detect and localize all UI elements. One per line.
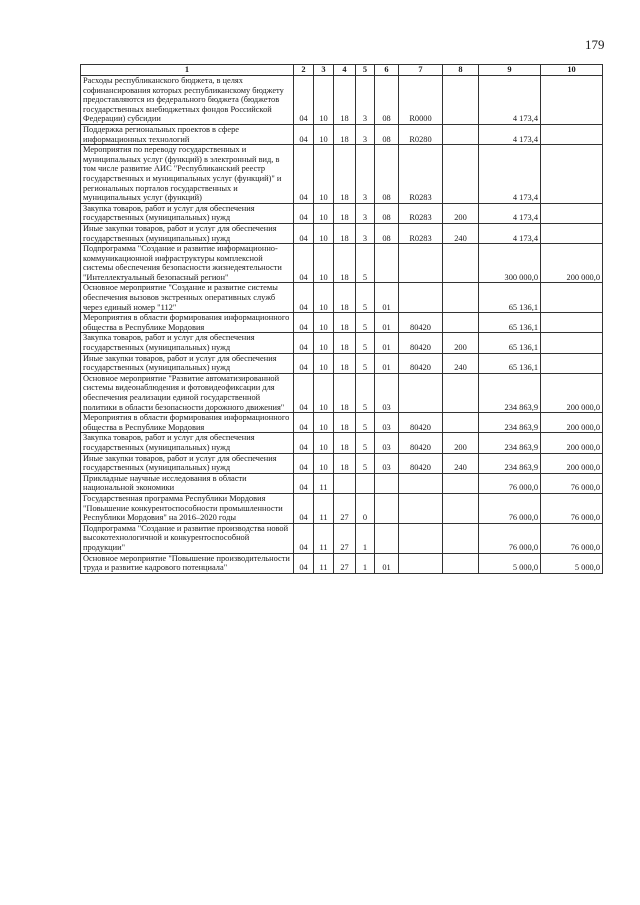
subsection-code-cell: 10 bbox=[314, 145, 334, 204]
event-code-cell: 08 bbox=[375, 145, 399, 204]
event-code-cell: 08 bbox=[375, 203, 399, 223]
direction-code-cell bbox=[399, 553, 443, 573]
section-code-cell: 04 bbox=[294, 453, 314, 473]
amount-2019-cell: 234 863,9 bbox=[479, 373, 541, 412]
section-code-cell: 04 bbox=[294, 145, 314, 204]
table-row bbox=[81, 124, 603, 144]
amount-2019-cell: 76 000,0 bbox=[479, 493, 541, 523]
section-code-cell: 04 bbox=[294, 313, 314, 333]
amount-2020-cell: 5 000,0 bbox=[541, 553, 603, 573]
amount-2020-cell bbox=[541, 203, 603, 223]
subsection-code-cell: 11 bbox=[314, 523, 334, 553]
column-header-8: 8 bbox=[443, 65, 479, 76]
section-code-cell: 04 bbox=[294, 353, 314, 373]
amount-2019-cell: 65 136,1 bbox=[479, 313, 541, 333]
section-code-cell: 04 bbox=[294, 413, 314, 433]
event-code-cell bbox=[375, 523, 399, 553]
expense-type-code-cell: 200 bbox=[443, 203, 479, 223]
row-name-cell: Основное мероприятие "Повышение производительности труда и развитие кадрового потенциала" bbox=[81, 553, 294, 573]
direction-code-cell bbox=[399, 373, 443, 412]
direction-code-cell: R0000 bbox=[399, 76, 443, 125]
program-code-cell: 27 bbox=[334, 553, 356, 573]
subsection-code-cell: 10 bbox=[314, 223, 334, 243]
direction-code-cell: 80420 bbox=[399, 413, 443, 433]
program-code-cell: 18 bbox=[334, 76, 356, 125]
direction-code-cell bbox=[399, 244, 443, 283]
row-name-cell: Закупка товаров, работ и услуг для обеспечения государственных (муниципальных) нужд bbox=[81, 203, 294, 223]
amount-2019-cell: 234 863,9 bbox=[479, 453, 541, 473]
row-name-cell: Мероприятия по переводу государственных и муниципальных услуг (функций) в электронный вид, в том числе развитие АИС "Республиканский реестр государственных и муниципальных услуг (функций)" и региональных порталов государственных и муниципальных услуг (функций) bbox=[81, 145, 294, 204]
row-name-cell: Иные закупки товаров, работ и услуг для обеспечения государственных (муниципальных) нужд bbox=[81, 453, 294, 473]
event-code-cell: 03 bbox=[375, 413, 399, 433]
amount-2020-cell bbox=[541, 76, 603, 125]
event-code-cell: 01 bbox=[375, 333, 399, 353]
table-row bbox=[81, 453, 603, 473]
event-code-cell: 08 bbox=[375, 124, 399, 144]
subsection-code-cell: 11 bbox=[314, 473, 334, 493]
row-name-cell: Мероприятия в области формирования информационного общества в Республике Мордовия bbox=[81, 313, 294, 333]
table-row bbox=[81, 203, 603, 223]
expense-type-code-cell bbox=[443, 523, 479, 553]
direction-code-cell: 80420 bbox=[399, 353, 443, 373]
row-name-cell: Основное мероприятие "Развитие автоматизированной системы видеонаблюдения и фотовидеофиксации для обеспечения реализации единой государственной политики в области безопасности дорожного движения" bbox=[81, 373, 294, 412]
amount-2020-cell: 200 000,0 bbox=[541, 373, 603, 412]
section-code-cell: 04 bbox=[294, 523, 314, 553]
subsection-code-cell: 10 bbox=[314, 244, 334, 283]
table-row bbox=[81, 553, 603, 573]
row-name-cell: Государственная программа Республики Мордовия "Повышение конкурентоспособности промышленности Республики Мордовия" на 2016–2020 годы bbox=[81, 493, 294, 523]
section-code-cell: 04 bbox=[294, 493, 314, 523]
program-code-cell: 27 bbox=[334, 493, 356, 523]
amount-2019-cell: 4 173,4 bbox=[479, 76, 541, 125]
subsection-code-cell: 10 bbox=[314, 453, 334, 473]
expense-type-code-cell bbox=[443, 373, 479, 412]
column-header-4: 4 bbox=[334, 65, 356, 76]
row-name-cell: Основное мероприятие "Создание и развитие системы обеспечения вызовов экстренных оперативных служб через единый номер "112" bbox=[81, 283, 294, 313]
amount-2020-cell bbox=[541, 353, 603, 373]
expense-type-code-cell bbox=[443, 76, 479, 125]
amount-2019-cell: 76 000,0 bbox=[479, 473, 541, 493]
amount-2020-cell: 200 000,0 bbox=[541, 413, 603, 433]
section-code-cell: 04 bbox=[294, 553, 314, 573]
column-header-5: 5 bbox=[356, 65, 375, 76]
event-code-cell: 01 bbox=[375, 313, 399, 333]
section-code-cell: 04 bbox=[294, 244, 314, 283]
subprogram-code-cell: 0 bbox=[356, 493, 375, 523]
program-code-cell: 18 bbox=[334, 313, 356, 333]
event-code-cell bbox=[375, 244, 399, 283]
direction-code-cell: R0280 bbox=[399, 124, 443, 144]
table-row bbox=[81, 223, 603, 243]
program-code-cell: 18 bbox=[334, 223, 356, 243]
column-header-9: 9 bbox=[479, 65, 541, 76]
subsection-code-cell: 10 bbox=[314, 124, 334, 144]
direction-code-cell bbox=[399, 493, 443, 523]
subsection-code-cell: 10 bbox=[314, 433, 334, 453]
table-row bbox=[81, 244, 603, 283]
amount-2019-cell: 4 173,4 bbox=[479, 223, 541, 243]
amount-2019-cell: 5 000,0 bbox=[479, 553, 541, 573]
expense-type-code-cell bbox=[443, 413, 479, 433]
direction-code-cell: 80420 bbox=[399, 313, 443, 333]
expense-type-code-cell: 200 bbox=[443, 433, 479, 453]
section-code-cell: 04 bbox=[294, 124, 314, 144]
program-code-cell: 18 bbox=[334, 453, 356, 473]
program-code-cell: 18 bbox=[334, 203, 356, 223]
row-name-cell: Поддержка региональных проектов в сфере информационных технологий bbox=[81, 124, 294, 144]
amount-2020-cell: 76 000,0 bbox=[541, 493, 603, 523]
program-code-cell: 27 bbox=[334, 523, 356, 553]
subsection-code-cell: 10 bbox=[314, 413, 334, 433]
subprogram-code-cell: 5 bbox=[356, 433, 375, 453]
subsection-code-cell: 10 bbox=[314, 313, 334, 333]
row-name-cell: Прикладные научные исследования в области национальной экономики bbox=[81, 473, 294, 493]
program-code-cell: 18 bbox=[334, 373, 356, 412]
amount-2020-cell: 200 000,0 bbox=[541, 453, 603, 473]
header-row bbox=[81, 65, 603, 76]
direction-code-cell: 80420 bbox=[399, 453, 443, 473]
table-row bbox=[81, 145, 603, 204]
subsection-code-cell: 10 bbox=[314, 373, 334, 412]
expense-type-code-cell: 240 bbox=[443, 453, 479, 473]
amount-2020-cell bbox=[541, 283, 603, 313]
section-code-cell: 04 bbox=[294, 333, 314, 353]
table-row bbox=[81, 283, 603, 313]
amount-2020-cell bbox=[541, 124, 603, 144]
section-code-cell: 04 bbox=[294, 373, 314, 412]
expense-type-code-cell bbox=[443, 244, 479, 283]
subprogram-code-cell: 5 bbox=[356, 453, 375, 473]
expense-type-code-cell: 240 bbox=[443, 353, 479, 373]
amount-2019-cell: 76 000,0 bbox=[479, 523, 541, 553]
section-code-cell: 04 bbox=[294, 223, 314, 243]
event-code-cell: 03 bbox=[375, 453, 399, 473]
expense-type-code-cell bbox=[443, 283, 479, 313]
section-code-cell: 04 bbox=[294, 283, 314, 313]
subprogram-code-cell: 5 bbox=[356, 413, 375, 433]
subprogram-code-cell: 5 bbox=[356, 244, 375, 283]
subprogram-code-cell bbox=[356, 473, 375, 493]
table-row bbox=[81, 433, 603, 453]
direction-code-cell: R0283 bbox=[399, 203, 443, 223]
program-code-cell: 18 bbox=[334, 145, 356, 204]
expense-type-code-cell bbox=[443, 493, 479, 523]
subprogram-code-cell: 3 bbox=[356, 223, 375, 243]
direction-code-cell bbox=[399, 473, 443, 493]
row-name-cell: Иные закупки товаров, работ и услуг для обеспечения государственных (муниципальных) нужд bbox=[81, 223, 294, 243]
section-code-cell: 04 bbox=[294, 433, 314, 453]
subprogram-code-cell: 5 bbox=[356, 373, 375, 412]
amount-2020-cell: 200 000,0 bbox=[541, 244, 603, 283]
table-row bbox=[81, 373, 603, 412]
expense-type-code-cell: 240 bbox=[443, 223, 479, 243]
expense-type-code-cell bbox=[443, 124, 479, 144]
amount-2019-cell: 65 136,1 bbox=[479, 353, 541, 373]
table-row bbox=[81, 523, 603, 553]
subsection-code-cell: 10 bbox=[314, 203, 334, 223]
direction-code-cell: R0283 bbox=[399, 223, 443, 243]
subprogram-code-cell: 5 bbox=[356, 313, 375, 333]
program-code-cell: 18 bbox=[334, 124, 356, 144]
amount-2019-cell: 4 173,4 bbox=[479, 145, 541, 204]
program-code-cell: 18 bbox=[334, 244, 356, 283]
event-code-cell: 01 bbox=[375, 353, 399, 373]
expense-type-code-cell: 200 bbox=[443, 333, 479, 353]
subsection-code-cell: 10 bbox=[314, 283, 334, 313]
subprogram-code-cell: 3 bbox=[356, 145, 375, 204]
direction-code-cell: 80420 bbox=[399, 433, 443, 453]
table-row bbox=[81, 473, 603, 493]
expense-type-code-cell bbox=[443, 473, 479, 493]
amount-2019-cell: 65 136,1 bbox=[479, 333, 541, 353]
row-name-cell: Закупка товаров, работ и услуг для обеспечения государственных (муниципальных) нужд bbox=[81, 333, 294, 353]
event-code-cell: 01 bbox=[375, 553, 399, 573]
amount-2020-cell: 76 000,0 bbox=[541, 523, 603, 553]
table-row bbox=[81, 493, 603, 523]
program-code-cell: 18 bbox=[334, 433, 356, 453]
event-code-cell bbox=[375, 473, 399, 493]
amount-2019-cell: 4 173,4 bbox=[479, 124, 541, 144]
table-row bbox=[81, 333, 603, 353]
direction-code-cell: R0283 bbox=[399, 145, 443, 204]
direction-code-cell: 80420 bbox=[399, 333, 443, 353]
amount-2020-cell bbox=[541, 333, 603, 353]
direction-code-cell bbox=[399, 523, 443, 553]
subprogram-code-cell: 3 bbox=[356, 203, 375, 223]
row-name-cell: Расходы республиканского бюджета, в целях софинансирования которых республиканскому бюджету предоставляются из федерального бюджета (бюджетов государственных внебюджетных фондов Российской Федерации) субсидии bbox=[81, 76, 294, 125]
subsection-code-cell: 10 bbox=[314, 333, 334, 353]
column-header-2: 2 bbox=[294, 65, 314, 76]
amount-2019-cell: 65 136,1 bbox=[479, 283, 541, 313]
event-code-cell: 03 bbox=[375, 433, 399, 453]
table-row bbox=[81, 313, 603, 333]
subprogram-code-cell: 5 bbox=[356, 333, 375, 353]
subprogram-code-cell: 3 bbox=[356, 124, 375, 144]
subprogram-code-cell: 1 bbox=[356, 523, 375, 553]
subsection-code-cell: 11 bbox=[314, 493, 334, 523]
subprogram-code-cell: 5 bbox=[356, 353, 375, 373]
program-code-cell: 18 bbox=[334, 333, 356, 353]
direction-code-cell bbox=[399, 283, 443, 313]
amount-2019-cell: 234 863,9 bbox=[479, 413, 541, 433]
column-header-3: 3 bbox=[314, 65, 334, 76]
row-name-cell: Иные закупки товаров, работ и услуг для обеспечения государственных (муниципальных) нужд bbox=[81, 353, 294, 373]
amount-2019-cell: 4 173,4 bbox=[479, 203, 541, 223]
row-name-cell: Подпрограмма "Создание и развитие производства новой высокотехнологичной и конкурентоспособной продукции" bbox=[81, 523, 294, 553]
amount-2020-cell bbox=[541, 145, 603, 204]
row-name-cell: Подпрограмма "Создание и развитие информационно-коммуникационной инфраструктуры комплексной системы обеспечения безопасности жизнедеятельности "Интеллектуальный безопасный регион" bbox=[81, 244, 294, 283]
event-code-cell: 01 bbox=[375, 283, 399, 313]
amount-2019-cell: 234 863,9 bbox=[479, 433, 541, 453]
event-code-cell bbox=[375, 493, 399, 523]
table-row bbox=[81, 353, 603, 373]
budget-table bbox=[80, 64, 603, 574]
subprogram-code-cell: 3 bbox=[356, 76, 375, 125]
row-name-cell: Закупка товаров, работ и услуг для обеспечения государственных (муниципальных) нужд bbox=[81, 433, 294, 453]
section-code-cell: 04 bbox=[294, 76, 314, 125]
event-code-cell: 03 bbox=[375, 373, 399, 412]
table-row bbox=[81, 76, 603, 125]
amount-2020-cell: 200 000,0 bbox=[541, 433, 603, 453]
event-code-cell: 08 bbox=[375, 223, 399, 243]
subprogram-code-cell: 1 bbox=[356, 553, 375, 573]
section-code-cell: 04 bbox=[294, 203, 314, 223]
amount-2019-cell: 300 000,0 bbox=[479, 244, 541, 283]
table-row bbox=[81, 413, 603, 433]
program-code-cell: 18 bbox=[334, 283, 356, 313]
table-body bbox=[81, 76, 603, 574]
column-header-6: 6 bbox=[375, 65, 399, 76]
subsection-code-cell: 10 bbox=[314, 76, 334, 125]
program-code-cell: 18 bbox=[334, 413, 356, 433]
page-number: 179 bbox=[585, 37, 605, 52]
program-code-cell: 18 bbox=[334, 353, 356, 373]
program-code-cell bbox=[334, 473, 356, 493]
subsection-code-cell: 10 bbox=[314, 353, 334, 373]
amount-2020-cell bbox=[541, 223, 603, 243]
amount-2020-cell: 76 000,0 bbox=[541, 473, 603, 493]
column-header-1: 1 bbox=[81, 65, 294, 76]
expense-type-code-cell bbox=[443, 313, 479, 333]
expense-type-code-cell bbox=[443, 145, 479, 204]
row-name-cell: Мероприятия в области формирования информационного общества в Республике Мордовия bbox=[81, 413, 294, 433]
subsection-code-cell: 11 bbox=[314, 553, 334, 573]
section-code-cell: 04 bbox=[294, 473, 314, 493]
amount-2020-cell bbox=[541, 313, 603, 333]
expense-type-code-cell bbox=[443, 553, 479, 573]
subprogram-code-cell: 5 bbox=[356, 283, 375, 313]
column-header-7: 7 bbox=[399, 65, 443, 76]
event-code-cell: 08 bbox=[375, 76, 399, 125]
column-header-10: 10 bbox=[541, 65, 603, 76]
